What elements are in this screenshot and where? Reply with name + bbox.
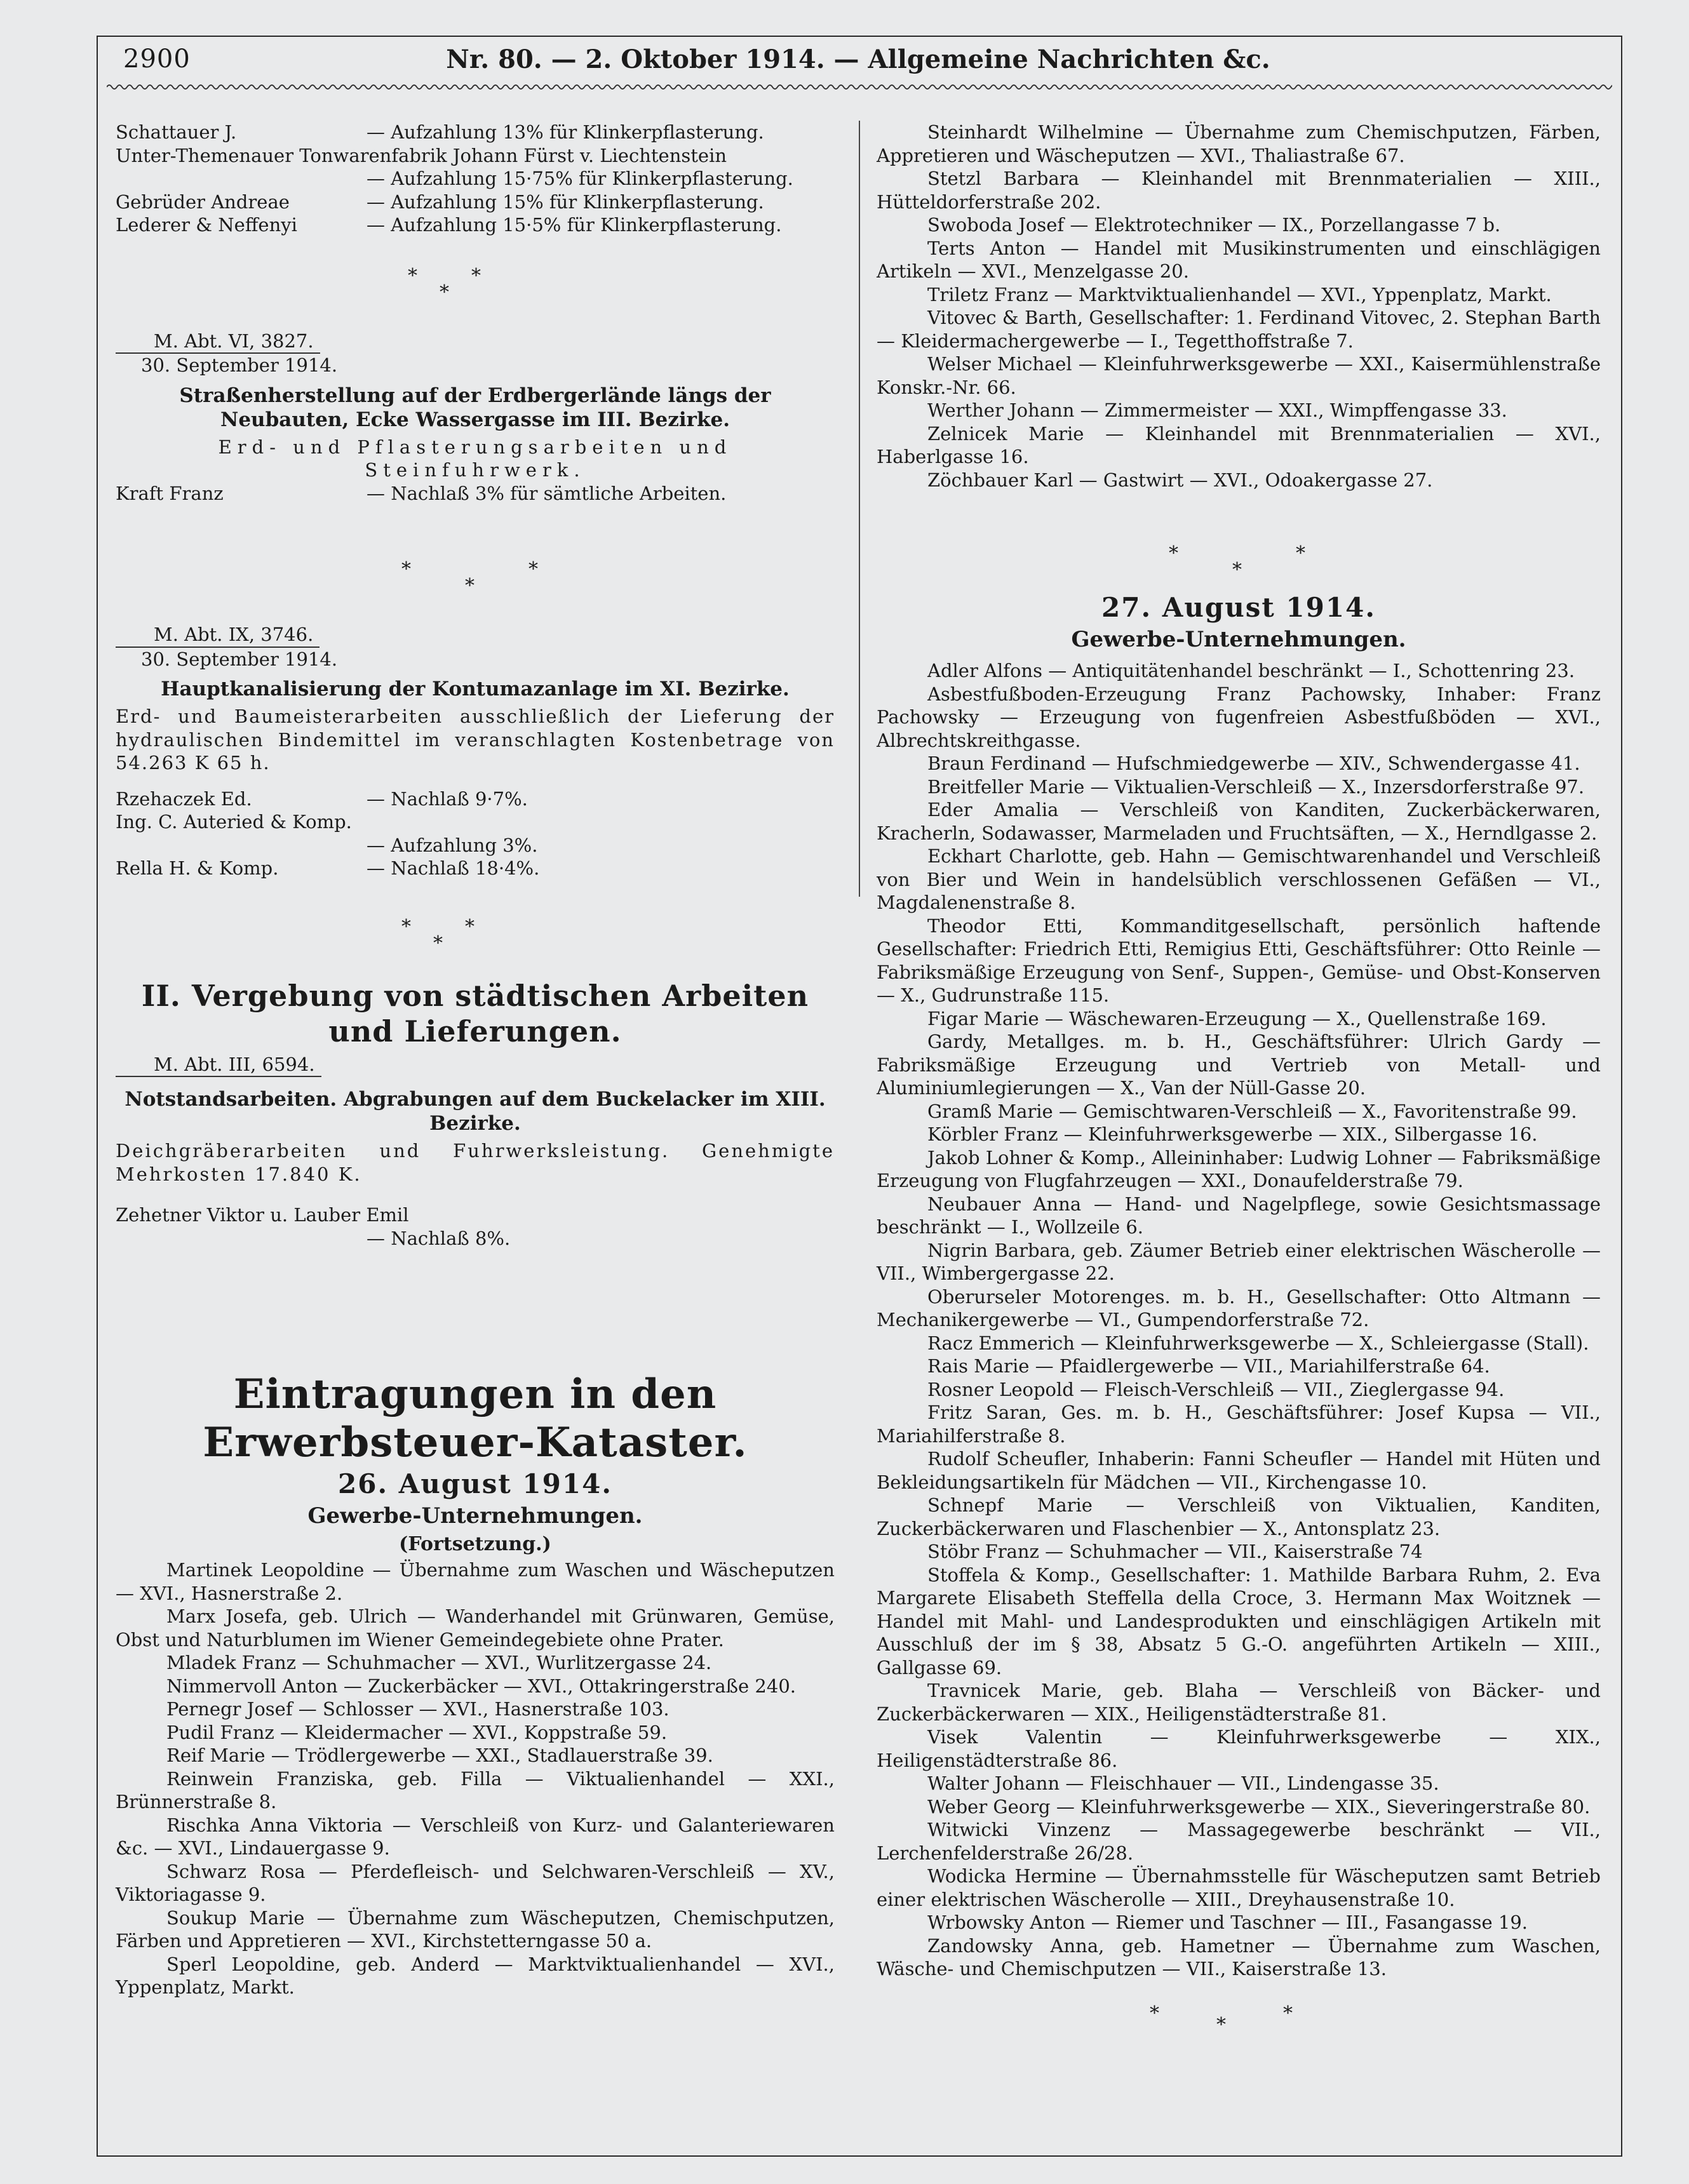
separator-stars: * * * <box>1169 542 1305 581</box>
register-entry: Zandowsky Anna, geb. Hametner — Übernahme zum Waschen, Wäsche- und Chemischputzen — VII., Kaiserstraße 13. <box>877 1934 1601 1980</box>
bid-terms: — Aufzahlung 15·75% für Klinkerpflasterung. <box>367 168 793 189</box>
left-column <box>116 121 835 1999</box>
register-entry: Stetzl Barbara — Kleinhandel mit Brennmaterialien — XIII., Hütteldorferstraße 202. <box>877 168 1601 213</box>
register-entry: Rischka Anna Viktoria — Verschleiß von Kurz- und Galanteriewaren &c. — XVI., Lindauergasse 9. <box>116 1814 835 1859</box>
bid-terms: — Aufzahlung 15·5% für Klinkerpflasterung. <box>367 214 782 236</box>
award-title: Hauptkanalisierung der Kontumazanlage im XI. Bezirke. <box>161 678 790 700</box>
register-entry: Zöchbauer Karl — Gastwirt — XVI., Odoakergasse 27. <box>927 469 1433 491</box>
header-rule <box>107 83 1612 91</box>
award-rows <box>116 482 835 506</box>
kataster-date: 26. August 1914. <box>338 1468 612 1499</box>
bidder-name: Schattauer J. <box>116 121 237 143</box>
register-entry: Körbler Franz — Kleinfuhrwerksgewerbe — XIX., Silbergasse 16. <box>927 1123 1538 1145</box>
register-entry: Soukup Marie — Übernahme zum Wäscheputzen, Chemischputzen, Färben und Appretieren — XVI., Kirchstetterngasse 50 a. <box>116 1906 835 1952</box>
right-date: 27. August 1914. <box>1101 592 1376 623</box>
register-entry: Figar Marie — Wäschewaren-Erzeugung — X., Quellenstraße 169. <box>927 1007 1547 1029</box>
bidder-name: Kraft Franz <box>116 482 224 504</box>
award-work: Erd- und Pflasterungsarbeiten und Steinfuhrwerk. <box>218 436 732 481</box>
bid-terms: — Aufzahlung 13% für Klinkerpflasterung. <box>367 121 764 143</box>
register-entry: Mladek Franz — Schuhmacher — XVI., Wurlitzergasse 24. <box>166 1652 712 1673</box>
register-entry: Sperl Leopoldine, geb. Anderd — Marktviktualienhandel — XVI., Yppenplatz, Markt. <box>116 1953 835 1998</box>
register-entry: Travnicek Marie, geb. Blaha — Verschleiß von Bäcker- und Zuckerbäckerwaren — XIX., Heiligenstädterstraße 81. <box>877 1680 1601 1725</box>
reference-number: M. Abt. VI, 3827. <box>116 330 320 354</box>
register-entry: Adler Alfons — Antiquitätenhandel beschränkt — I., Schottenring 23. <box>927 660 1575 681</box>
register-entry: Zelnicek Marie — Kleinhandel mit Brennmaterialien — XVI., Haberlgasse 16. <box>877 422 1601 467</box>
bidder-name: Rella H. & Komp. <box>116 857 279 879</box>
offer-row <box>116 834 835 857</box>
register-entry: Neubauer Anna — Hand- und Nagelpflege, sowie Gesichtsmassage beschränkt — I., Wollzeile 6. <box>877 1193 1601 1238</box>
bidder-name <box>116 167 367 191</box>
register-entry: Triletz Franz — Marktviktualienhandel — XVI., Yppenplatz, Markt. <box>927 283 1552 305</box>
bid-terms: — Nachlaß 18·4%. <box>367 857 540 879</box>
register-entry: Wodicka Hermine — Übernahmsstelle für Wäscheputzen samt Betrieb einer elektrischen Wäscherolle — XIII., Dreyhausenstraße 10. <box>877 1865 1601 1910</box>
right-subtitle: Gewerbe-Unternehmungen. <box>1071 627 1406 652</box>
award-rows <box>116 787 835 880</box>
kataster-section <box>116 1370 835 1999</box>
offer-row <box>116 810 835 834</box>
register-entry: Jakob Lohner & Komp., Alleininhaber: Ludwig Lohner — Fabriksmäßige Erzeugung von Flugfahrzeugen — XXI., Donaufelderstraße 79. <box>877 1146 1601 1191</box>
register-entry: Eckhart Charlotte, geb. Hahn — Gemischtwarenhandel und Verschleiß von Bier und Wein in handelsüblich verschlossenen Gefäßen — VI., Magdalenenstraße 8. <box>877 845 1601 913</box>
register-entry: Marx Josefa, geb. Ulrich — Wanderhandel mit Grünwaren, Gemüse, Obst und Naturblumen im Wiener Gemeindegebiete ohne Prater. <box>116 1605 835 1651</box>
register-entry: Swoboda Josef — Elektrotechniker — IX., Porzellangasse 7 b. <box>927 214 1501 236</box>
page-number: 2900 <box>123 44 191 74</box>
register-entry: Weber Georg — Kleinfuhrwerksgewerbe — XIX., Sieveringerstraße 80. <box>927 1795 1591 1818</box>
register-entry: Nimmervoll Anton — Zuckerbäcker — XVI., Ottakringerstraße 240. <box>166 1675 796 1697</box>
register-entry: Rosner Leopold — Fleisch-Verschleiß — VII., Zieglergasse 94. <box>927 1378 1505 1400</box>
register-entry: Breitfeller Marie — Viktualien-Verschleiß — X., Inzersdorferstraße 97. <box>927 775 1585 798</box>
reference-number: M. Abt. III, 6594. <box>116 1053 321 1078</box>
right-column <box>877 121 1601 2038</box>
offer-list-top <box>116 121 835 237</box>
register-entry: Oberurseler Motorenges. m. b. H., Gesellschafter: Otto Altmann — Mechanikergewerbe — VI., Gumpendorferstraße 72. <box>877 1285 1601 1330</box>
bid-terms <box>727 144 835 168</box>
register-entry: Visek Valentin — Kleinfuhrwerksgewerbe — XIX., Heiligenstädterstraße 86. <box>877 1726 1601 1771</box>
register-entry: Racz Emmerich — Kleinfuhrwerksgewerbe — X., Schleiergasse (Stall). <box>927 1332 1589 1354</box>
register-entry: Reinwein Franziska, geb. Filla — Viktualienhandel — XXI., Brünnerstraße 8. <box>116 1767 835 1812</box>
register-entry: Welser Michael — Kleinfuhrwerksgewerbe — XXI., Kaisermühlenstraße Konskr.-Nr. 66. <box>877 353 1601 398</box>
offer-row <box>116 167 835 191</box>
kataster-continuation: (Fortsetzung.) <box>399 1533 551 1555</box>
offer-row <box>116 482 835 506</box>
bidder-name: Unter-Themenauer Tonwarenfabrik Johann Fürst v. Liechtenstein <box>116 144 727 166</box>
register-entry: Nigrin Barbara, geb. Zäumer Betrieb einer elektrischen Wäscherolle — VII., Wimbergergasse 22. <box>877 1239 1601 1284</box>
register-entry: Fritz Saran, Ges. m. b. H., Geschäftsführer: Josef Kupsa — VII., Mariahilferstraße 8. <box>877 1402 1601 1447</box>
register-entry: Rudolf Scheufler, Inhaberin: Fanni Scheufler — Handel mit Hüten und Bekleidungsartikeln für Mädchen — VII., Kirchengasse 10. <box>877 1448 1601 1493</box>
register-entry: Gramß Marie — Gemischtwaren-Verschleiß — X., Favoritenstraße 99. <box>927 1100 1577 1122</box>
bidder-name: Gebrüder Andreae <box>116 191 290 213</box>
register-entry: Gardy, Metallges. m. b. H., Geschäftsführer: Ulrich Gardy — Fabriksmäßige Erzeugung und Vertrieb von Metall- und Aluminiumlegierungen — X., Van der Nüll-Gasse 20. <box>877 1031 1601 1099</box>
register-entry: Steinhardt Wilhelmine — Übernahme zum Chemischputzen, Färben, Appretieren und Wäscheputzen — XVI., Thaliastraße 67. <box>877 121 1601 166</box>
offer-row <box>116 144 835 168</box>
register-entry: Witwicki Vinzenz — Massagegewerbe beschränkt — VII., Lerchenfelderstraße 26/28. <box>877 1819 1601 1864</box>
register-entry: Schnepf Marie — Verschleiß von Viktualien, Kanditen, Zuckerbäckerwaren und Flaschenbier — X., Antonsplatz 23. <box>877 1494 1601 1539</box>
bid-terms: — Aufzahlung 3%. <box>367 834 538 856</box>
section-work: Deichgräberarbeiten und Fuhrwerksleistung. Genehmigte Mehrkosten 17.840 K. <box>116 1140 835 1185</box>
register-entry: Pernegr Josef — Schlosser — XVI., Hasnerstraße 103. <box>166 1698 670 1720</box>
register-entry: Terts Anton — Handel mit Musikinstrumenten und einschlägigen Artikeln — XVI., Menzelgasse 20. <box>877 237 1601 282</box>
bidder-name: Rzehaczek Ed. <box>116 787 252 810</box>
separator-stars: * * * <box>408 264 481 304</box>
award-block-1 <box>116 326 835 506</box>
entries-continued <box>877 121 1601 492</box>
award-date: 30. September 1914. <box>141 648 338 670</box>
section-title: II. Vergebung von städtischen Arbeiten und Lieferungen. <box>141 978 809 1048</box>
offer-row <box>116 857 835 880</box>
bid-terms <box>367 810 835 834</box>
right-entries <box>877 659 1601 1981</box>
award-date: 30. September 1914. <box>141 354 338 376</box>
kataster-title: Eintragungen in den Erwerbsteuer-Kataster. <box>203 1370 748 1466</box>
section-subtitle: Notstandsarbeiten. Abgrabungen auf dem Buckelacker im XIII. Bezirke. <box>124 1088 826 1135</box>
register-entry: Wrbowsky Anton — Riemer und Taschner — III., Fasangasse 19. <box>927 1912 1528 1933</box>
bidder-name: Lederer & Neffenyi <box>116 214 297 236</box>
bidder-name <box>116 834 367 857</box>
register-entry: Braun Ferdinand — Hufschmiedgewerbe — XIV., Schwendergasse 41. <box>927 753 1580 774</box>
kataster-entries <box>116 1558 835 1999</box>
offer-row <box>116 213 835 237</box>
bid-terms: — Nachlaß 3% für sämtliche Arbeiten. <box>367 482 727 504</box>
section-row-name: Zehetner Viktor u. Lauber Emil <box>116 1204 409 1226</box>
award-block-2 <box>116 619 835 880</box>
register-entry: Vitovec & Barth, Gesellschafter: 1. Ferdinand Vitovec, 2. Stephan Barth — Kleidermachergewerbe — I., Tegetthoffstraße 7. <box>877 307 1601 352</box>
award-work: Erd- und Baumeisterarbeiten ausschließlich der Lieferung der hydraulischen Bindemittel im veranschlagten Kostenbetrage von 54.263 K 65 h. <box>116 706 835 774</box>
register-entry: Asbestfußboden-Erzeugung Franz Pachowsky, Inhaber: Franz Pachowsky — Erzeugung von fugenfreien Asbestfußböden — XVI., Albrechtskreithgasse. <box>877 683 1601 751</box>
award-title: Straßenherstellung auf der Erdbergerlände längs der Neubauten, Ecke Wassergasse im III. Bezirke. <box>179 384 771 431</box>
column-divider <box>859 121 860 897</box>
running-title: Nr. 80. — 2. Oktober 1914. — Allgemeine Nachrichten &c. <box>446 44 1270 74</box>
kataster-subtitle: Gewerbe-Unternehmungen. <box>307 1503 643 1529</box>
offer-row <box>116 191 835 214</box>
bidder-name: Ing. C. Auteried & Komp. <box>116 811 352 833</box>
separator-stars: * * * <box>401 915 474 955</box>
register-entry: Theodor Etti, Kommanditgesellschaft, persönlich haftende Gesellschafter: Friedrich Etti, Remigius Etti, Geschäftsführer: Otto Reinle — Fabriksmäßige Erzeugung von Senf-, Suppen-, Gemüse- und Obst-Konserven — X., Gudrunstraße 115. <box>877 914 1601 1006</box>
bid-terms: — Nachlaß 9·7%. <box>367 787 528 810</box>
reference-number: M. Abt. IX, 3746. <box>116 623 320 648</box>
bid-terms: — Aufzahlung 15% für Klinkerpflasterung. <box>367 191 764 213</box>
separator-stars: * * * <box>401 558 538 597</box>
separator-stars: * * * <box>1150 2002 1293 2036</box>
offer-row <box>116 121 835 144</box>
offer-row <box>116 787 835 811</box>
register-entry: Walter Johann — Fleischhauer — VII., Lindengasse 35. <box>927 1772 1439 1794</box>
register-entry: Reif Marie — Trödlergewerbe — XXI., Stadlauerstraße 39. <box>166 1745 713 1766</box>
register-entry: Rais Marie — Pfaidlergewerbe — VII., Mariahilferstraße 64. <box>927 1355 1490 1377</box>
register-entry: Eder Amalia — Verschleiß von Kanditen, Zuckerbäckerwaren, Kracherln, Sodawasser, Marmeladen und Fruchtsäften, — X., Herndlgasse 2. <box>877 799 1601 844</box>
section-two <box>116 978 835 1250</box>
register-entry: Schwarz Rosa — Pferdefleisch- und Selchwaren-Verschleiß — XV., Viktoriagasse 9. <box>116 1860 835 1905</box>
register-entry: Stöbr Franz — Schuhmacher — VII., Kaiserstraße 74 <box>927 1541 1423 1562</box>
register-entry: Stoffela & Komp., Gesellschafter: 1. Mathilde Barbara Ruhm, 2. Eva Margarete Elisabeth Steffella della Croce, 3. Hermann Max Woitznek — Handel mit Mahl- und Landesprodukten und einschlägigen Artikeln mit Ausschluß der im § 38, Absatz 5 G.-O. angeführten Artikeln — XIII., Gallgasse 69. <box>877 1564 1601 1678</box>
register-entry: Werther Johann — Zimmermeister — XXI., Wimpffengasse 33. <box>927 399 1507 421</box>
section-row-text: — Nachlaß 8%. <box>367 1227 511 1249</box>
register-entry: Martinek Leopoldine — Übernahme zum Waschen und Wäscheputzen — XVI., Hasnerstraße 2. <box>116 1559 835 1604</box>
page-header <box>97 42 1620 86</box>
register-entry: Pudil Franz — Kleidermacher — XVI., Koppstraße 59. <box>166 1721 668 1743</box>
